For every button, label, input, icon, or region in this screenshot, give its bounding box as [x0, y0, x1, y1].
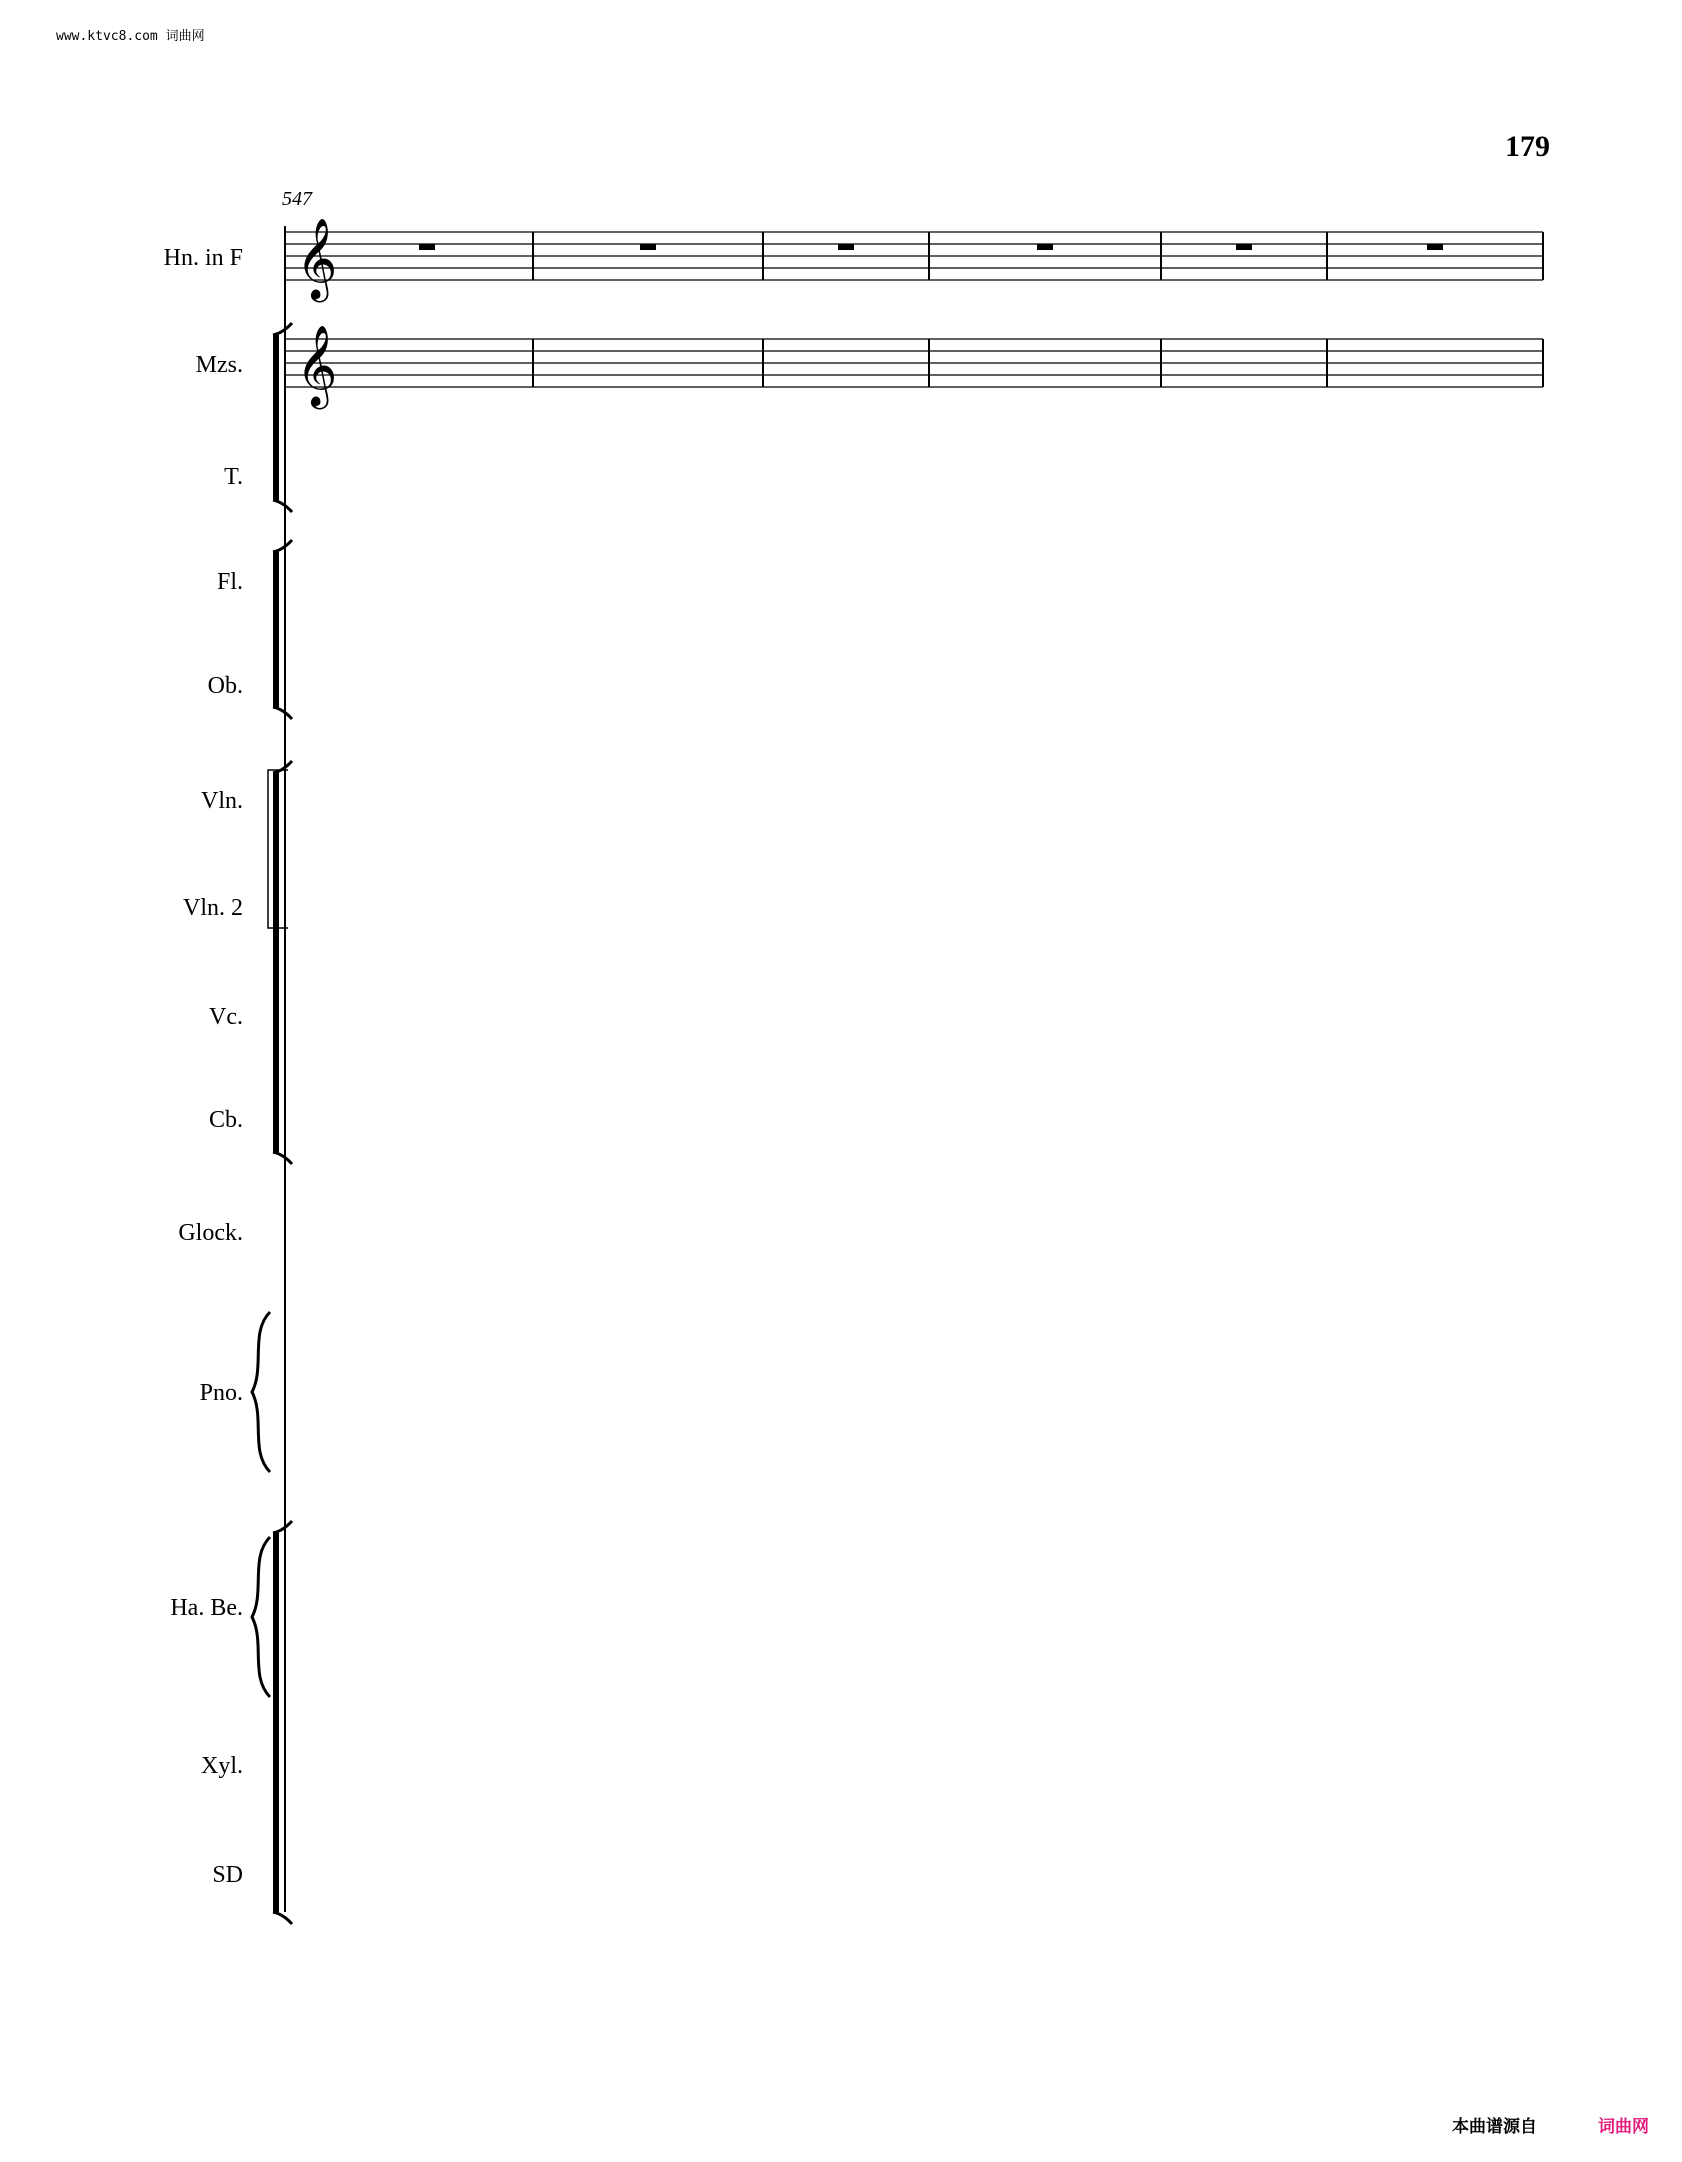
instrument-label: Glock. — [178, 1220, 243, 1246]
instrument-label: T. — [224, 464, 243, 490]
staff-systems — [164, 217, 1543, 1924]
group-bracket — [273, 1521, 292, 1924]
instrument-label: Vc. — [209, 1004, 243, 1030]
treble-clef-icon: 𝄞 — [296, 217, 338, 299]
staff — [285, 217, 1543, 302]
page-number: 179 — [1505, 130, 1550, 163]
instrument-label: Pno. — [199, 1380, 243, 1406]
instrument-label: Mzs. — [195, 352, 243, 378]
footer-note: 本曲谱源自 — [1452, 2117, 1537, 2137]
whole-rest — [419, 244, 435, 250]
grand-staff-brace — [252, 1312, 270, 1472]
measure-number: 547 — [282, 188, 312, 210]
instrument-label: Fl. — [216, 569, 243, 595]
footer-brand: 词曲网 — [1598, 2117, 1649, 2137]
group-bracket — [273, 761, 292, 1164]
instrument-label: Ha. Be. — [170, 1595, 243, 1621]
whole-rest — [1037, 244, 1053, 250]
instrument-label: Ob. — [207, 673, 243, 699]
whole-rest — [1427, 244, 1443, 250]
instrument-label: Cb. — [208, 1107, 243, 1133]
site-url: www.ktvc8.com 词曲网 — [56, 29, 205, 44]
instrument-label: Vln. 2 — [183, 895, 243, 921]
instrument-label: Hn. in F — [163, 245, 243, 271]
whole-rest — [838, 244, 854, 250]
whole-rest — [640, 244, 656, 250]
whole-rest — [1236, 244, 1252, 250]
treble-clef-icon: 𝄞 — [296, 324, 338, 406]
group-bracket — [273, 540, 292, 719]
grand-staff-brace — [252, 1537, 270, 1697]
instrument-label: Xyl. — [201, 1753, 243, 1779]
staff — [285, 324, 1543, 409]
instrument-label: SD — [212, 1862, 243, 1888]
instrument-label: Vln. — [201, 788, 243, 814]
